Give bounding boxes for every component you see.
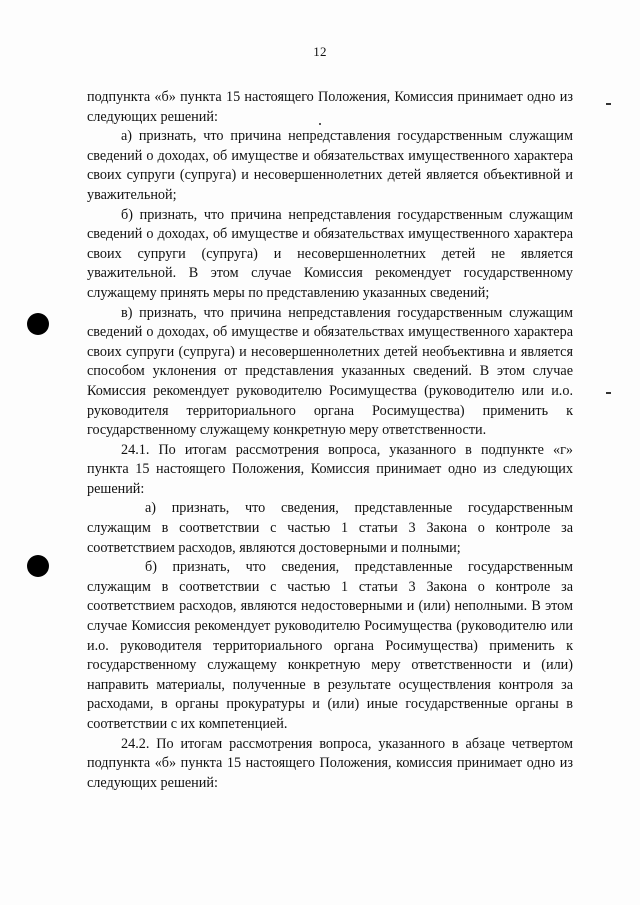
paragraph-item-b: б) признать, что причина непредставления государственным служащим сведений о доходах, об имуществе и обязательствах имущественного характера своих супруги (супруга) и несовершеннолетних детей не является уважительной. В этом случае Комиссия рекомендует государственному служащему принять меры по представлению указанных сведений; [87, 206, 573, 301]
paragraph-24-1-b: б) признать, что сведения, представленные государственным служащим в соответствии с частью 1 статьи 3 Закона о контроле за соответствием расходов, являются недостоверными и (или) неполными. В этом случае Комиссия рекомендует руководителю Росимущества (руководителю или и.о. руководителя территориального органа Росимущества) применить к государственному служащему конкретную меру ответственности и (или) направить материалы, полученные в результате осуществления контроля за расходами, в органы прокуратуры и (или) иные государственные органы в соответствии с их компетенцией. [87, 559, 573, 732]
punch-hole-top [27, 313, 49, 335]
punch-hole-bottom [27, 555, 49, 577]
paragraph-item-a: а) признать, что причина непредставления государственным служащим сведений о доходах, об имуществе и обязательствах имущественного характера своих супруги (супруга) и несовершеннолетних детей является объективной и уважительной; [87, 128, 573, 203]
document-body [87, 88, 573, 793]
scan-mark [606, 103, 611, 105]
paragraph-item-v: в) признать, что причина непредставления государственным служащим сведений о доходах, об имуществе и обязательствах имущественного характера своих супруги (супруга) и несовершеннолетних детей необъективна и является способом уклонения от представления указанных сведений. В этом случае Комиссия рекомендует руководителю Росимущества (руководителю или и.о. руководителя территориального органа Росимущества) применить к государственному служащему конкретную меру ответственности. [87, 304, 573, 439]
paragraph-24-1-a: а) признать, что сведения, представленные государственным служащим в соответствии с частью 1 статьи 3 Закона о контроле за соответствием расходов, являются достоверными и полными; [87, 500, 573, 556]
paragraph-24-1: 24.1. По итогам рассмотрения вопроса, указанного в подпункте «г» пункта 15 настоящего Положения, Комиссия принимает одно из следующих решений: [87, 441, 573, 497]
paragraph-intro: подпункта «б» пункта 15 настоящего Положения, Комиссия принимает одно из следующих решений: [87, 89, 573, 125]
scan-mark [606, 392, 611, 394]
page-number: 12 [313, 44, 327, 59]
paragraph-24-2: 24.2. По итогам рассмотрения вопроса, указанного в абзаце четвертом подпункта «б» пункта 15 настоящего Положения, комиссия принимает одно из следующих решений: [87, 735, 573, 791]
